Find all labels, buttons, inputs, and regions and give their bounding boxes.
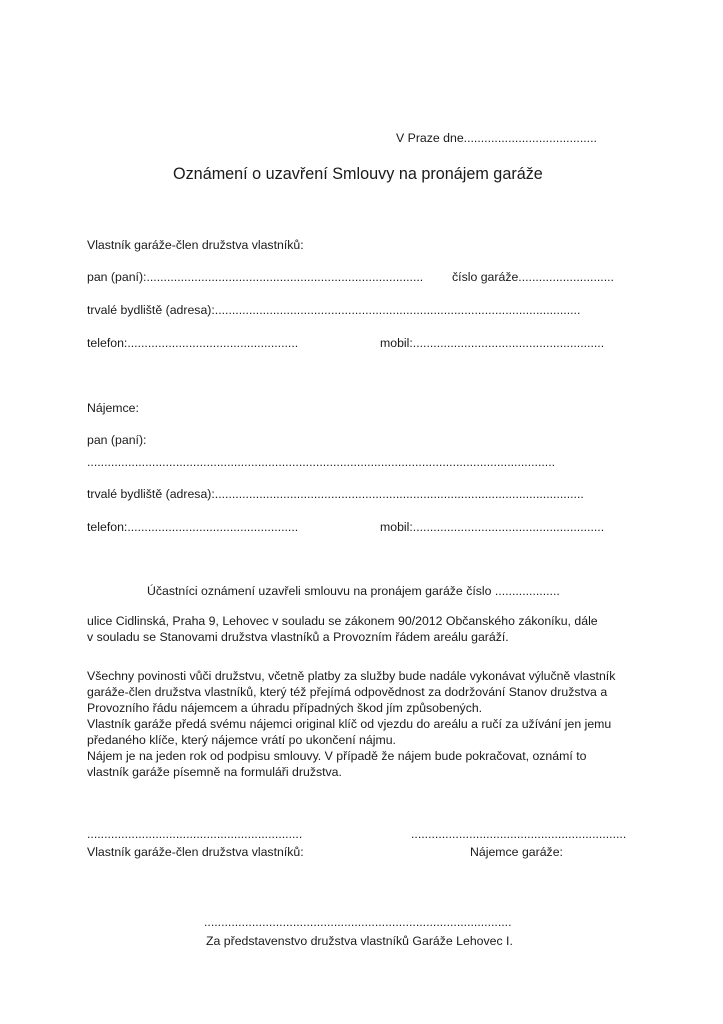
paragraph-line: Nájem je na jeden rok od podpisu smlouvy. V případě že nájem bude pokračovat, oznámí to [87, 749, 587, 763]
owner-name-field: pan (paní):................................................................................. [87, 270, 424, 284]
paragraph-line: předaného klíče, který nájemce vrátí po ukončení nájmu. [87, 733, 396, 747]
tenant-name-field: ......................................................................................................................................... [87, 455, 556, 469]
paragraph-line: Všechny povinosti vůči družstvu, včetně platby za služby bude nadále vykonávat výlučně vlastník [87, 669, 616, 683]
owner-signature-line: ............................................................... [87, 827, 303, 841]
owner-heading: Vlastník garáže-člen družstva vlastníků: [87, 238, 304, 252]
paragraph-line: garáže-člen družstva vlastníků, který též přejímá odpovědnost za dodržování Stanov družstva a [87, 685, 608, 699]
paragraph-line: vlastník garáže písemně na formuláři družstva. [87, 765, 342, 779]
board-signature-line: .......................................................................................... [204, 915, 512, 929]
owner-garage-number-field: číslo garáže............................ [452, 270, 614, 284]
owner-address-field: trvalé bydliště (adresa):........................................................................................................... [87, 303, 581, 317]
owner-signature-label: Vlastník garáže-člen družstva vlastníků: [87, 845, 304, 859]
board-signature-label: Za představenstvo družstva vlastníků Garáže Lehovec I. [206, 934, 513, 948]
tenant-heading: Nájemce: [87, 401, 139, 415]
owner-mobile-field: mobil:........................................................ [380, 336, 605, 350]
document-title: Oznámení o uzavření Smlouvy na pronájem garáže [173, 165, 543, 183]
lead-line: Účastníci oznámení uzavřeli smlouvu na pronájem garáže číslo ................... [147, 584, 560, 598]
paragraph-line: Provozního řádu nájemcem a úhradu případných škod jím způsobených. [87, 701, 483, 715]
paragraph-line: ulice Cidlinská, Praha 9, Lehovec v souladu se zákonem 90/2012 Občanského zákoníku, dále [87, 614, 598, 628]
tenant-address-field: trvalé bydliště (adresa):............................................................................................................ [87, 487, 584, 501]
paragraph-line: v souladu se Stanovami družstva vlastníků a Provozním řádem areálu garáží. [87, 630, 509, 644]
tenant-signature-label: Nájemce garáže: [470, 845, 563, 859]
tenant-name-label: pan (paní): [87, 433, 147, 447]
date-line: V Praze dne....................................... [396, 131, 597, 145]
tenant-mobile-field: mobil:........................................................ [380, 520, 605, 534]
owner-phone-field: telefon:.................................................. [87, 336, 299, 350]
tenant-signature-line: ............................................................... [411, 827, 627, 841]
tenant-phone-field: telefon:.................................................. [87, 520, 299, 534]
paragraph-line: Vlastník garáže předá svému nájemci original klíč od vjezdu do areálu a ručí za užívání jen jemu [87, 717, 612, 731]
